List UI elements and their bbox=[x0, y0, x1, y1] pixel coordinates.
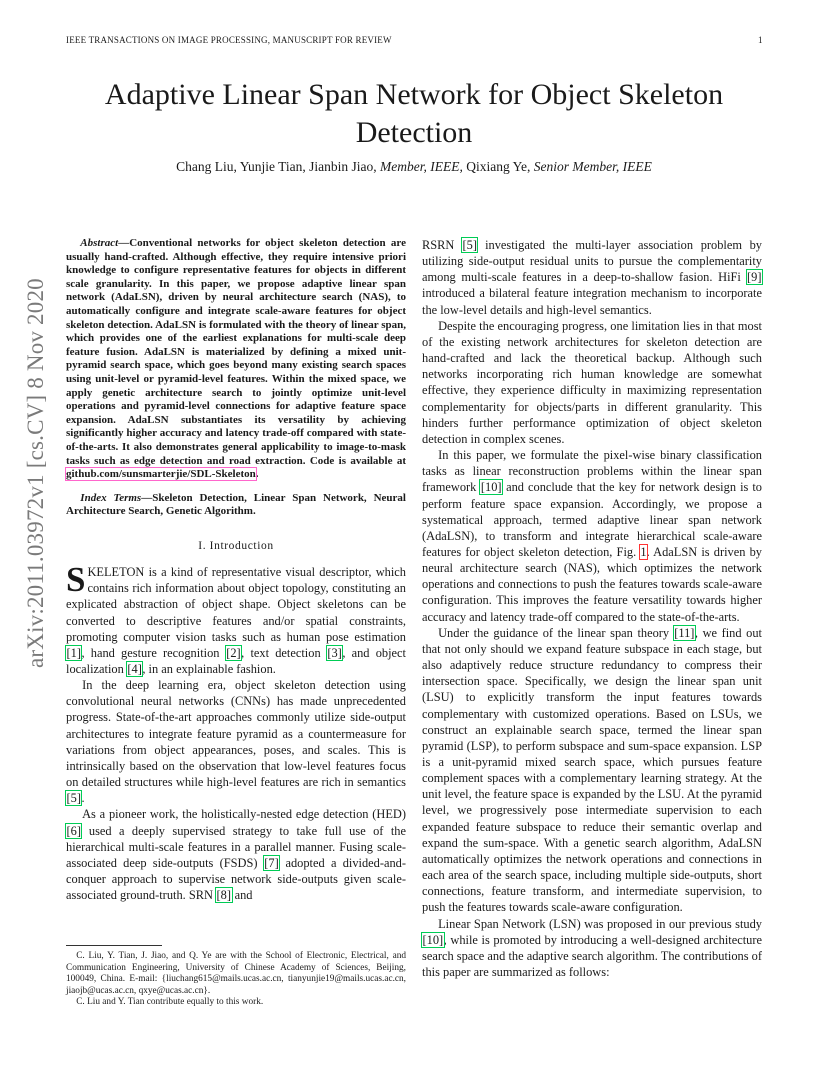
drop-cap: S bbox=[66, 560, 86, 600]
body-paragraph-1 bbox=[422, 237, 762, 318]
author-names-b: Qixiang Ye, bbox=[462, 159, 534, 174]
citation-link[interactable]: [5] bbox=[66, 791, 81, 806]
text-run: Linear Span Network (LSN) was proposed in our previous study bbox=[438, 916, 762, 931]
footnote-equal-contribution: C. Liu and Y. Tian contribute equally to this work. bbox=[76, 997, 264, 1008]
text-run: As a pioneer work, the holistically-nested edge detection (HED) bbox=[82, 807, 406, 822]
citation-link[interactable]: [1] bbox=[66, 645, 81, 660]
citation-link[interactable]: [5] bbox=[462, 238, 477, 252]
abstract-end: . bbox=[255, 468, 259, 481]
section-heading-introduction: I. Introduction bbox=[198, 539, 274, 552]
text-run: introduced a bilateral feature integration mechanism to incorporate the low-level details and high-level semantics. bbox=[422, 286, 762, 317]
text-run: , we find out that not only should we expand feature subspace in each stage, but also adaptively reduce structure redundancy to compress their intersection space. Specifically, we design the linear span unit (LSU) to explicitly transform the input features towards complementary with customized operations. Based on LSUs, we construct an explainable search space, termed the linear span pyramid (LSP), to perform subspace and sum-space expansion. LSP is a unit-pyramid mixed search space, which pursues feature complement spaces with a complementary learning strategy. At the unit level, the feature space is expanded by the LSU. At the pyramid level, we progressively pose intermediate supervision to each expanded feature subspace to reduce their semantic overlap and expand the sum-space. With a genetic search algorithm, AdaLSN automatically optimizes the network operations and connections in each area of the search space, including multiple side-outputs, short connections, feature transform, and intermediate supervision, to push the features towards scale-aware configuration. bbox=[422, 625, 763, 915]
arxiv-stamp: arXiv:2011.03972v1 [cs.CV] 8 Nov 2020 bbox=[23, 278, 48, 668]
author-role-a: Member, IEEE, bbox=[380, 159, 463, 174]
text-run: used a deeply supervised strategy to take full use of the hierarchical multi-scale features in a parallel manner. Fusing scale-associated deep side-outputs (FSDS) bbox=[66, 823, 406, 870]
text-run: . bbox=[81, 791, 85, 806]
citation-link[interactable]: [3] bbox=[327, 645, 342, 660]
footnotes bbox=[66, 951, 406, 1009]
text-run: , in an explainable fashion. bbox=[142, 661, 276, 676]
text-run: RSRN bbox=[422, 238, 462, 252]
author-line bbox=[62, 159, 766, 175]
citation-link[interactable]: [7] bbox=[264, 855, 279, 870]
abstract-lead: Abstract bbox=[80, 237, 119, 249]
paper-title: Adaptive Linear Span Network for Object Skeleton Detection bbox=[104, 78, 724, 149]
abstract bbox=[66, 237, 406, 482]
text-run: , while is promoted by introducing a well-designed architecture search space and the adaptive search algorithm. The contributions of this paper are summarized as follows: bbox=[422, 932, 762, 980]
text-run: and conclude that the key for network design is to perform feature space expansion. Accordingly, we propose a systematical approach, termed adaptive linear span network (AdaLSN), to transform and integrate hierarchical scale-aware features for object skeleton detection, Fig. bbox=[422, 480, 763, 559]
right-column bbox=[422, 237, 762, 980]
citation-link[interactable]: [2] bbox=[226, 645, 241, 660]
text-run: , and object localization bbox=[66, 645, 406, 676]
index-terms-lead: Index Terms bbox=[80, 491, 142, 504]
abstract-body: —Conventional networks for object skeleton detection are usually hand-crafted. Although effective, they require intensive priori knowledge to configure representative features for objects in different scale granularity. In this paper, we propose adaptive linear span network (AdaLSN), driven by neural architecture search (NAS), to automatically configure and integrate scale-aware features for object skeleton detection. AdaLSN is formulated with the theory of linear span, which provides one of the earliest explanations for multi-scale deep feature fusion. AdaLSN is materialized by defining a mixed unit-pyramid search space, which goes beyond many existing search spaces using unit-level or pyramid-level features. Within the mixed space, we apply genetic architecture search to jointly optimize unit-level operations and pyramid-level connections for adaptive feature space expansion. AdaLSN substantiates its versatility by achieving significantly higher accuracy and latency trade-off compared with state-of-the-arts. It also demonstrates general applicability to image-to-mask tasks such as edge detection and road extraction. Code is available at bbox=[66, 237, 406, 467]
intro-paragraph-3 bbox=[66, 806, 406, 903]
text-run: , text detection bbox=[241, 645, 327, 660]
citation-link[interactable]: [10] bbox=[422, 932, 444, 947]
text-run: , hand gesture recognition bbox=[81, 645, 226, 660]
intro-paragraph-2 bbox=[66, 677, 406, 806]
body-paragraph-3 bbox=[422, 447, 762, 625]
index-terms bbox=[66, 492, 406, 519]
body-paragraph-5 bbox=[422, 916, 762, 981]
text-run: In the deep learning era, object skeleton detection using convolutional neural networks (CNNs) has made unprecedented progress. State-of-the-art approaches commonly utilize side-output architectures to integrate feature pyramid as a countermeasure for variations from object appearances, poses, and scales. This is intrinsically based on the observation that low-level features focus on detailed structures while high-level features are rich in semantics bbox=[66, 678, 406, 790]
author-names-a: Chang Liu, Yunjie Tian, Jianbin Jiao, bbox=[176, 159, 381, 174]
text-run: adopted a divided-and-conquer approach to supervise network side-outputs given scale-associated ground-truth. SRN bbox=[66, 855, 406, 903]
citation-link[interactable]: [9] bbox=[747, 270, 762, 285]
footnote-rule bbox=[66, 945, 162, 946]
citation-link[interactable]: [8] bbox=[216, 888, 231, 903]
intro-paragraph-1 bbox=[66, 560, 406, 677]
code-link[interactable]: github.com/sunsmarterjie/SDL-Skeleton bbox=[66, 468, 256, 481]
figure-link[interactable]: 1 bbox=[640, 544, 647, 559]
citation-link[interactable]: [6] bbox=[66, 823, 81, 838]
citation-link[interactable]: [11] bbox=[674, 625, 695, 640]
index-terms-body: —Skeleton Detection, Linear Span Network, Neural Architecture Search, Genetic Algorithm. bbox=[66, 491, 406, 518]
left-column bbox=[66, 237, 406, 903]
text-run: . AdaLSN is driven by neural architecture search (NAS), which optimizes the network operations and connections to push the features towards scale-aware configuration. This improves the feature versatility towards higher accuracy and latency trade-off compared to the state-of-the-arts. bbox=[422, 544, 762, 624]
text-run: investigated the multi-layer association problem by utilizing side-output residual units to pursue the complementarity among multi-scale features in a deep-to-shallow fasion. HiFi bbox=[422, 238, 762, 285]
text-run: In this paper, we formulate the pixel-wise binary classification tasks as linear reconstruction problems within the linear span framework bbox=[422, 448, 762, 495]
body-paragraph-2: Despite the encouraging progress, one limitation lies in that most of the existing network architectures for skeleton detection are hand-crafted and lack the theoretical backup. Although such networks incorporating rich human knowledge are somewhat effective, they experience difficulty in maximizing representation complementarity for objects/parts in different granularity. This hinders further performance optimization of object skeleton detection in complex scenes. bbox=[422, 318, 762, 446]
citation-link[interactable]: [4] bbox=[127, 661, 142, 676]
footnote-affiliation: C. Liu, Y. Tian, J. Jiao, and Q. Ye are with the School of Electronic, Electrical, and Communication Engineering, University of Chinese Academy of Sciences, Beijing, 100049, China. E-mail: {liuchang615@mails.ucas.ac.cn, tianyunjie19@mails.ucas.ac.cn, jiaojb@ucas.ac.cn, qxye@ucas.ac.cn}. bbox=[66, 951, 406, 996]
text-run: Under the guidance of the linear span theory bbox=[438, 625, 674, 640]
author-role-b: Senior Member, IEEE bbox=[533, 159, 652, 174]
text-run: KELETON is a kind of representative visual descriptor, which contains rich information about object topology, constituting an explicated abstraction of object shape. Object skeletons can be converted to descriptive features and/or spatial constraints, promoting computer vision tasks such as human pose estimation bbox=[66, 565, 406, 644]
text-run: and bbox=[231, 888, 253, 903]
body-paragraph-4 bbox=[422, 625, 762, 916]
running-head: IEEE TRANSACTIONS ON IMAGE PROCESSING, MANUSCRIPT FOR REVIEW bbox=[66, 35, 392, 45]
page-number: 1 bbox=[758, 35, 763, 45]
citation-link[interactable]: [10] bbox=[480, 480, 502, 495]
